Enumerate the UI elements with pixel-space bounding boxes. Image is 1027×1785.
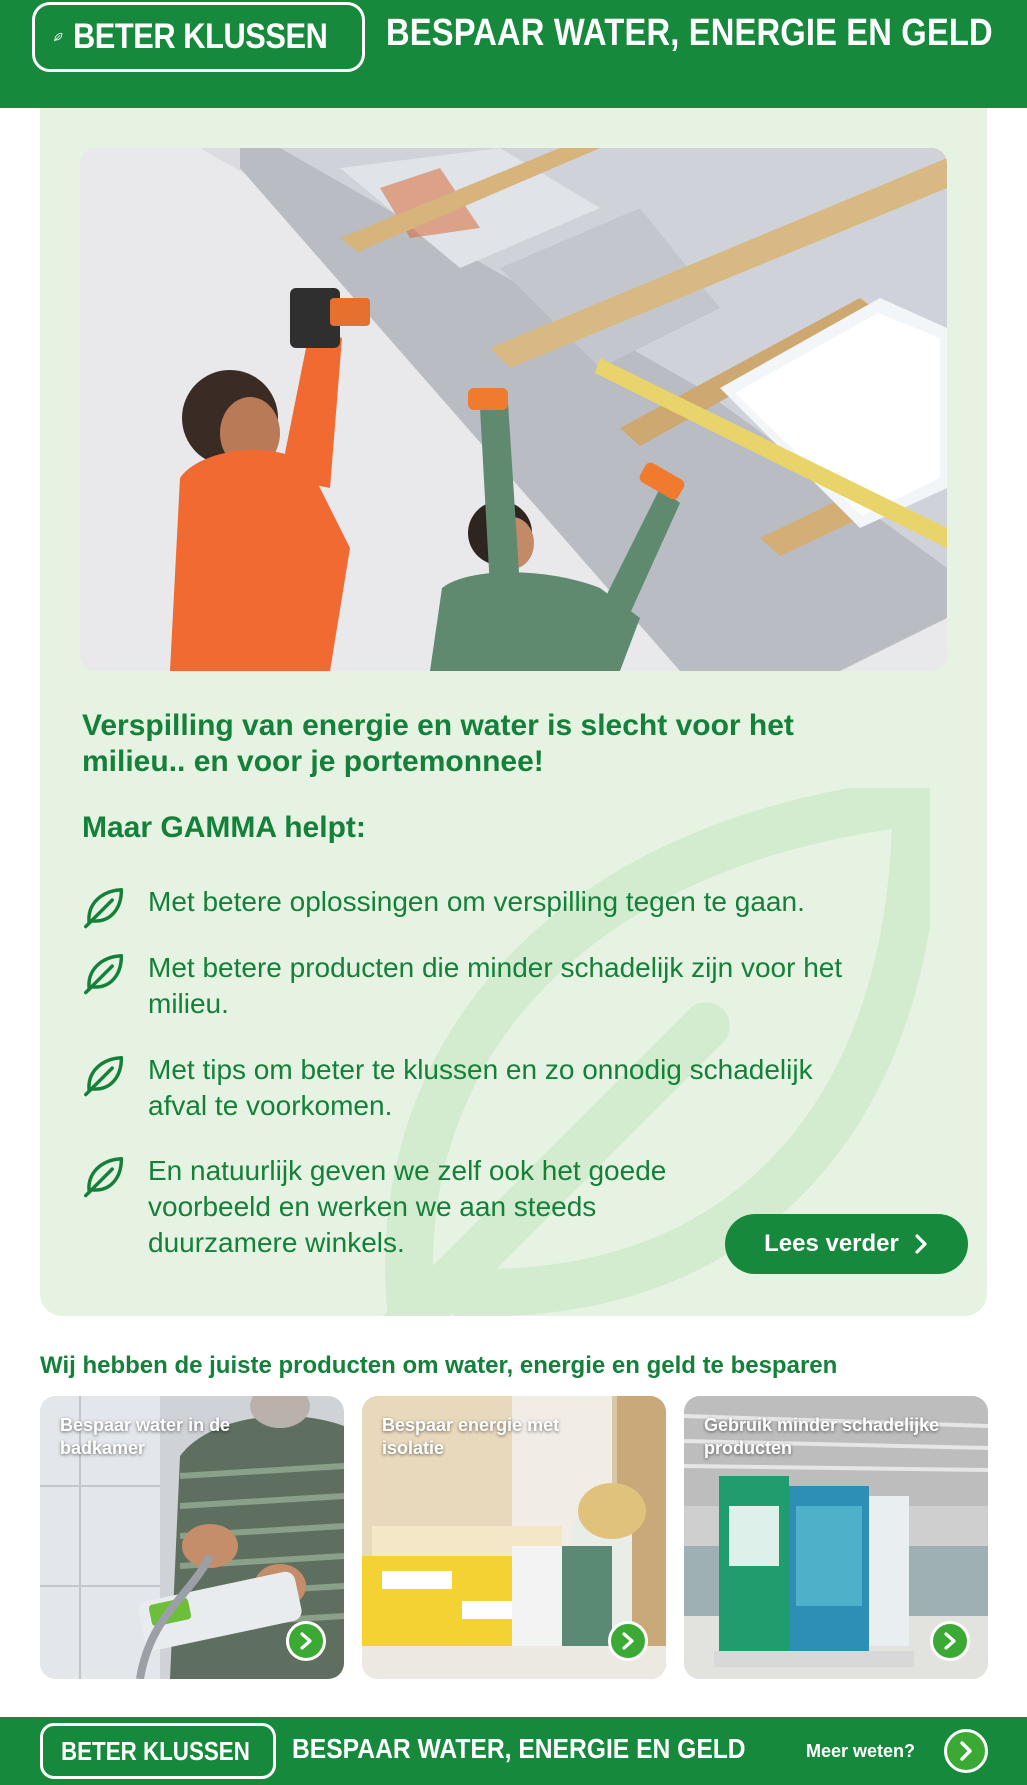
logo-text: BETER KLUSSEN [72, 17, 328, 56]
more-info-link[interactable]: Meer weten? [806, 1741, 916, 1761]
benefit-text: Met tips om beter te klussen en zo onnodig schadelijk afval te voorkomen. [148, 1054, 813, 1121]
product-tile-insulation[interactable] [362, 1396, 666, 1679]
top-banner [0, 0, 1027, 108]
benefit-item [80, 1153, 668, 1261]
beter-klussen-logo[interactable] [40, 1723, 276, 1779]
leaf-icon [80, 884, 126, 930]
benefit-text: Met betere producten die minder schadelijk zijn voor het milieu. [148, 952, 843, 1019]
benefit-item [80, 884, 928, 930]
tile-label: Gebruik minder schadelijke producten [704, 1415, 940, 1458]
benefit-text: Met betere oplossingen om verspilling tegen te gaan. [148, 886, 805, 917]
tile-label: Bespaar water in de badkamer [60, 1415, 231, 1458]
read-more-label: Lees verder [764, 1230, 899, 1257]
chevron-right-icon [621, 1631, 635, 1651]
products-heading: Wij hebben de juiste producten om water, energie en geld te besparen [40, 1352, 838, 1379]
leaf-icon [80, 950, 126, 996]
hero-subhead: Maar GAMMA helpt: [82, 811, 366, 844]
bottom-banner [0, 1717, 1027, 1785]
tile-arrow-button[interactable] [286, 1621, 326, 1661]
chevron-right-icon [913, 1233, 929, 1255]
beter-klussen-logo[interactable] [32, 2, 365, 72]
product-tile-bathroom[interactable] [40, 1396, 344, 1679]
chevron-right-icon [299, 1631, 313, 1651]
banner-tagline: BESPAAR WATER, ENERGIE EN GELD [292, 1733, 746, 1764]
chevron-right-icon [943, 1631, 957, 1651]
read-more-button[interactable] [725, 1214, 968, 1274]
tile-label: Bespaar energie met isolatie [382, 1415, 560, 1458]
hero-photo [80, 148, 947, 671]
tile-arrow-button[interactable] [608, 1621, 648, 1661]
leaf-icon [53, 19, 63, 55]
benefit-item [80, 950, 848, 1022]
chevron-right-icon [958, 1740, 974, 1762]
hero-headline: Verspilling van energie en water is slecht voor het milieu.. en voor je portemonnee! [82, 709, 794, 778]
benefit-text: En natuurlijk geven we zelf ook het goede voorbeeld en werken we aan steeds duurzamere winkels. [148, 1155, 667, 1258]
banner-tagline: BESPAAR WATER, ENERGIE EN GELD [386, 12, 993, 54]
leaf-icon [80, 1052, 126, 1098]
insulation-roof-photo-icon [80, 148, 947, 671]
leaf-icon [80, 1153, 126, 1199]
logo-text: BETER KLUSSEN [61, 1735, 250, 1766]
product-tile-less-harmful[interactable] [684, 1396, 988, 1679]
more-info-button[interactable] [944, 1729, 988, 1773]
hero-card [40, 108, 987, 1316]
tile-arrow-button[interactable] [930, 1621, 970, 1661]
benefit-item [80, 1052, 848, 1124]
